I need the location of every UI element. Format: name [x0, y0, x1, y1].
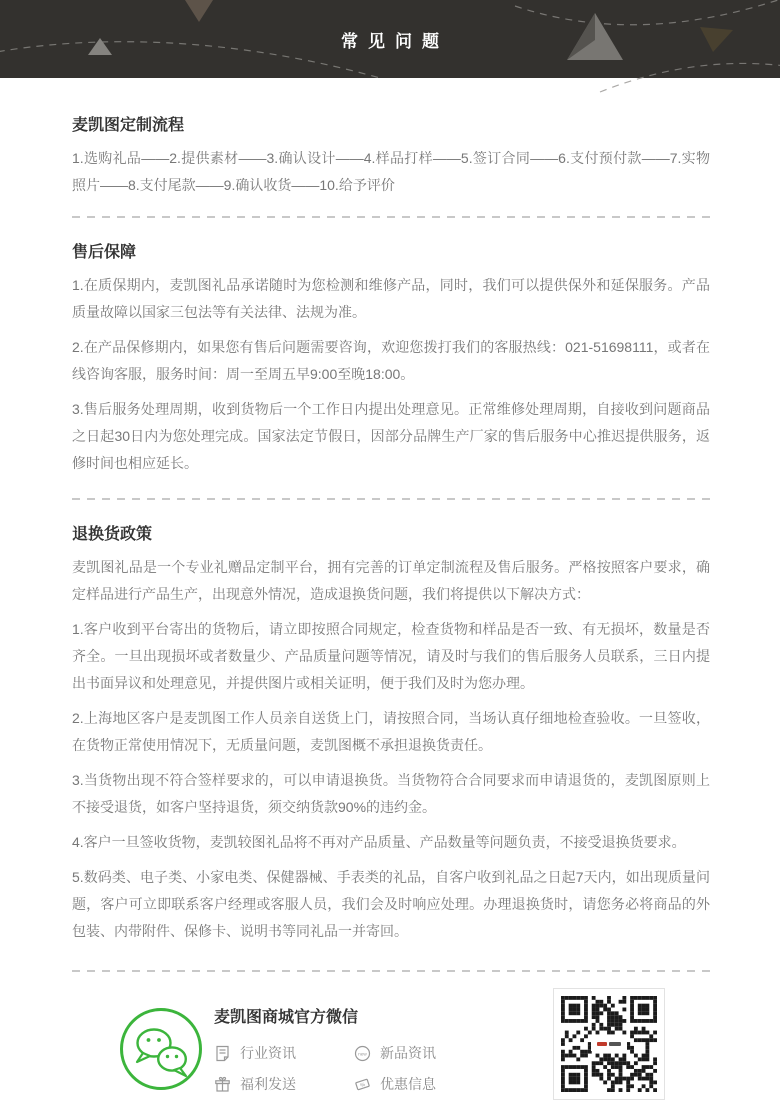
coupon-icon: [354, 1076, 371, 1093]
feature-label: 新品资讯: [380, 1045, 436, 1061]
qr-center-logo: [591, 1037, 627, 1051]
wechat-feature-list: [214, 1043, 436, 1094]
wechat-icon: [118, 1006, 204, 1092]
feature-new-products: [354, 1043, 436, 1063]
return-policy-item-5: 5.数码类、电子类、小家电类、保健器械、手表类的礼品，自客户收到礼品之日起7天内，如出现质量问题，客户可立即联系客户经理或客服人员，我们会及时响应处理。办理退换货时，请您务必将商品的外包装、内带附件、保修卡、说明书等同礼品一并寄回。: [72, 869, 710, 939]
svg-text:%: %: [359, 1081, 367, 1089]
dashed-divider: [72, 970, 710, 972]
return-policy-intro: 麦凯图礼品是一个专业礼赠品定制平台，拥有完善的订单定制流程及售后服务。严格按照客户要求，确定样品进行产品生产，出现意外情况，造成退换货问题，我们将提供以下解决方式：: [72, 559, 710, 602]
news-doc-icon: [214, 1045, 231, 1062]
faq-content: [0, 78, 780, 1120]
after-sales-item-2: 2.在产品保修期内，如果您有售后问题需要咨询，欢迎您拨打我们的客服热线：021-51698111，或者在线咨询客服，服务时间：周一至周五早9:00至晚18:00。: [72, 339, 710, 382]
dashed-divider: [72, 216, 710, 218]
wechat-info: [214, 1004, 436, 1094]
section-title-return-policy: 退换货政策: [72, 526, 153, 543]
section-title-custom-process: 麦凯图定制流程: [72, 117, 185, 134]
dashed-divider: [72, 498, 710, 500]
return-policy-item-4: 4.客户一旦签收货物，麦凯较图礼品将不再对产品质量、产品数量等问题负责，不接受退换货要求。: [72, 834, 686, 850]
wechat-qr-code: [553, 988, 665, 1100]
feature-label: 优惠信息: [380, 1076, 436, 1092]
page-title: 常见问题: [341, 32, 449, 51]
return-policy-item-1: 1.客户收到平台寄出的货物后，请立即按照合同规定，检查货物和样品是否一致、有无损坏，数量是否齐全。一旦出现损坏或者数量少、产品质量问题等情况，请及时与我们的售后服务人员联系，三日内提出书面异议和处理意见，并提供图片或相关证明，便于我们及时为您办理。: [72, 621, 710, 691]
feature-industry-news: [214, 1043, 354, 1063]
gift-icon: [214, 1076, 231, 1093]
return-policy-item-3: 3.当货物出现不符合签样要求的，可以申请退换货。当货物符合合同要求而申请退货的，麦凯图原则上不接受退货，如客户坚持退货，须交纳货款90%的违约金。: [72, 772, 710, 815]
new-badge-icon: [354, 1045, 371, 1062]
after-sales-item-3: 3.售后服务处理周期，收到货物后一个工作日内提出处理意见。正常维修处理周期，自接收到问题商品之日起30日内为您处理完成。国家法定节假日，因部分品牌生产厂家的售后服务中心推迟提供服务，返修时间也相应延长。: [72, 401, 710, 471]
section-title-after-sales: 售后保障: [72, 244, 137, 261]
feature-discount-info: [354, 1074, 436, 1094]
feature-benefits: [214, 1074, 354, 1094]
after-sales-item-1: 1.在质保期内，麦凯图礼品承诺随时为您检测和维修产品，同时，我们可以提供保外和延保服务。产品质量故障以国家三包法等有关法律、法规为准。: [72, 277, 710, 320]
feature-label: 福利发送: [240, 1076, 296, 1092]
svg-text:new: new: [358, 1050, 367, 1056]
page-header: [0, 0, 780, 78]
return-policy-item-2: 2.上海地区客户是麦凯图工作人员亲自送货上门，请按照合同，当场认真仔细地检查验收。一旦签收，在货物正常使用情况下，无质量问题，麦凯图概不承担退换货责任。: [72, 710, 710, 753]
feature-label: 行业资讯: [240, 1045, 296, 1061]
custom-process-steps: 1.选购礼品——2.提供素材——3.确认设计——4.样品打样——5.签订合同——6.支付预付款——7.实物照片——8.支付尾款——9.确认收货——10.给予评价: [72, 150, 710, 193]
wechat-footer: [72, 988, 710, 1120]
wechat-account-title: 麦凯图商城官方微信: [214, 1009, 359, 1026]
